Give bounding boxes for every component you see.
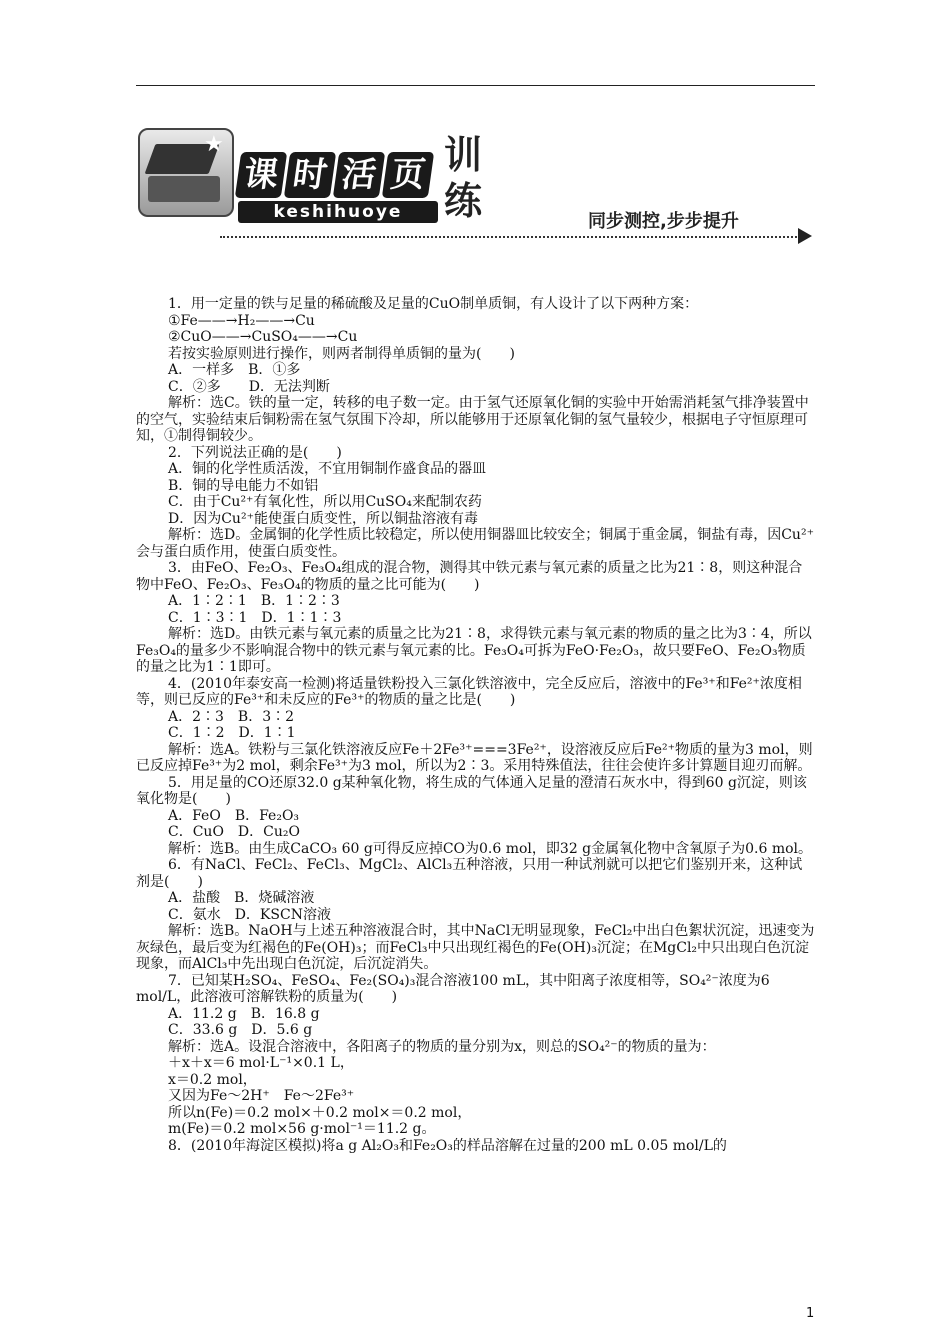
text-line: 1．用一定量的铁与足量的稀硫酸及足量的CuO制单质铜，有人设计了以下两种方案： <box>168 296 699 312</box>
page-number: 1 <box>806 1306 815 1321</box>
text-line: C．由于Cu²⁺有氧化性，所以用CuSO₄来配制农药 <box>168 494 482 510</box>
text-line: C．33.6 g D．5.6 g <box>168 1022 313 1038</box>
banner-subtitle: keshihuoye <box>238 201 438 223</box>
text-line: C．1∶2 D．1∶1 <box>168 725 296 741</box>
header-rule <box>136 85 815 86</box>
banner-title <box>238 152 431 198</box>
text-line: 解析：选A。设混合溶液中，各阳离子的物质的量分别为x，则总的SO₄²⁻的物质的量为： <box>168 1038 716 1055</box>
graduation-cap-icon: ★ <box>138 128 234 217</box>
text-line: x＝0.2 mol， <box>168 1071 257 1088</box>
text-line: 解析：选C。铁的量一定，转移的电子数一定。由于氢气还原氧化铜的实验中开始需消耗氢气排净装置中的空气，实验结束后铜粉需在氢气氛围下冷却，所以能够用于还原氧化铜的氢气量较少，根据电子守恒原理可知，①制得铜较少。 <box>136 395 809 444</box>
banner-side-text: 训 练 <box>444 133 483 223</box>
text-line: 7．已知某H₂SO₄、FeSO₄、Fe₂(SO₄)₃混合溶液100 mL，其中阳离子浓度相等，SO₄²⁻浓度为6 mol/L，此溶液可溶解铁粉的质量为( ) <box>136 972 770 1005</box>
text-line: A．11.2 g B．16.8 g <box>168 1005 320 1022</box>
banner-char: 课 <box>235 152 287 198</box>
text-line: C．CuO D．Cu₂O <box>168 824 300 840</box>
text-line: C．1∶3∶1 D．1∶1∶3 <box>168 609 342 626</box>
text-line: 3．由FeO、Fe₂O₃、Fe₃O₄组成的混合物，测得其中铁元素与氧元素的质量之比为21∶8，则这种混合物中FeO、Fe₂O₃、Fe₃O₄的物质的量之比可能为( ) <box>136 560 803 593</box>
text-line: A．铜的化学性质活泼，不宜用铜制作盛食品的器皿 <box>168 461 487 477</box>
text-line: 解析：选B。NaOH与上述五种溶液混合时，其中NaCl无明显现象，FeCl₂中出白色絮状沉淀，迅速变为灰绿色，最后变为红褐色的Fe(OH)₃；而FeCl₃中只出现红褐色的Fe(OH)₃沉淀；在MgCl₂中只出现白色沉淀现象，而AlCl₃中先出现白色沉淀，后沉淀消失。 <box>136 923 815 972</box>
text-line: D．因为Cu²⁺能使蛋白质变性，所以铜盐溶液有毒 <box>168 510 478 527</box>
text-line: 解析：选A。铁粉与三氯化铁溶液反应Fe＋2Fe³⁺===3Fe²⁺，设溶液反应后Fe²⁺物质的量为3 mol，则已反应掉Fe³⁺为2 mol，剩余Fe³⁺为3 mol，所以为2∶3。采用特殊值法，往往会使许多计算题目迎刃而解。 <box>136 741 813 774</box>
text-line: 5．用足量的CO还原32.0 g某种氧化物，将生成的气体通入足量的澄清石灰水中，得到60 g沉淀，则该氧化物是( ) <box>136 774 807 807</box>
text-line: A．一样多 B．①多 <box>168 362 301 378</box>
text-line: 若按实验原则进行操作，则两者制得单质铜的量为( ) <box>168 345 515 362</box>
text-line: 4．(2010年泰安高一检测)将适量铁粉投入三氯化铁溶液中，完全反应后，溶液中的Fe³⁺和Fe²⁺浓度相等，则已反应的Fe³⁺和未反应的Fe³⁺的物质的量之比是( ) <box>136 675 802 708</box>
banner-char: 时 <box>284 152 336 198</box>
banner-char: 页 <box>382 152 434 198</box>
text-line: 解析：选D。金属铜的化学性质比较稳定，所以使用铜器皿比较安全；铜属于重金属，铜盐有毒，因Cu²⁺会与蛋白质作用，使蛋白质变性。 <box>136 527 814 560</box>
question-body <box>136 296 816 1154</box>
text-line: ＋x＋x＝6 mol·L⁻¹×0.1 L， <box>168 1055 354 1071</box>
text-line: ①Fe——→H₂——→Cu <box>168 312 315 329</box>
text-line: 解析：选D。由铁元素与氧元素的质量之比为21∶8，求得铁元素与氧元素的物质的量之比为3∶4，所以Fe₃O₄的量多少不影响混合物中的铁元素与氧元素的比。Fe₃O₄可拆为FeO·Fe₂O₃，故只要FeO、Fe₂O₃物质的量之比为1∶1即可。 <box>136 626 812 675</box>
text-line: 所以n(Fe)＝0.2 mol×＋0.2 mol×＝0.2 mol， <box>168 1104 472 1121</box>
banner-dotted-line <box>220 236 800 238</box>
text-line: 又因为Fe～2H⁺ Fe～2Fe³⁺ <box>168 1088 355 1104</box>
banner-slogan: 同步测控,步步提升 <box>588 211 739 232</box>
text-line: 8．(2010年海淀区模拟)将a g Al₂O₃和Fe₂O₃的样品溶解在过量的200 mL 0.05 mol/L的 <box>168 1137 727 1154</box>
text-line: 解析：选B。由生成CaCO₃ 60 g可得反应掉CO为0.6 mol，即32 g金属氧化物中含氧原子为0.6 mol。 <box>168 840 813 857</box>
text-line: ②CuO——→CuSO₄——→Cu <box>168 329 358 345</box>
banner-char: 活 <box>333 152 385 198</box>
text-line: 6．有NaCl、FeCl₂、FeCl₃、MgCl₂、AlCl₃五种溶液，只用一种试剂就可以把它们鉴别开来，这种试剂是( ) <box>136 857 803 890</box>
text-line: A．1∶2∶1 B．1∶2∶3 <box>168 593 340 609</box>
text-line: A．盐酸 B．烧碱溶液 <box>168 890 315 906</box>
text-line: C．氨水 D．KSCN溶液 <box>168 906 331 923</box>
text-line: B．铜的导电能力不如铝 <box>168 477 319 494</box>
arrow-right-icon <box>798 228 812 244</box>
section-banner <box>138 128 818 248</box>
text-line: C．②多 D．无法判断 <box>168 378 330 395</box>
text-line: m(Fe)＝0.2 mol×56 g·mol⁻¹＝11.2 g。 <box>168 1121 436 1137</box>
text-line: A．FeO B．Fe₂O₃ <box>168 807 300 824</box>
text-line: 2．下列说法正确的是( ) <box>168 444 342 461</box>
text-line: A．2∶3 B．3∶2 <box>168 708 295 725</box>
